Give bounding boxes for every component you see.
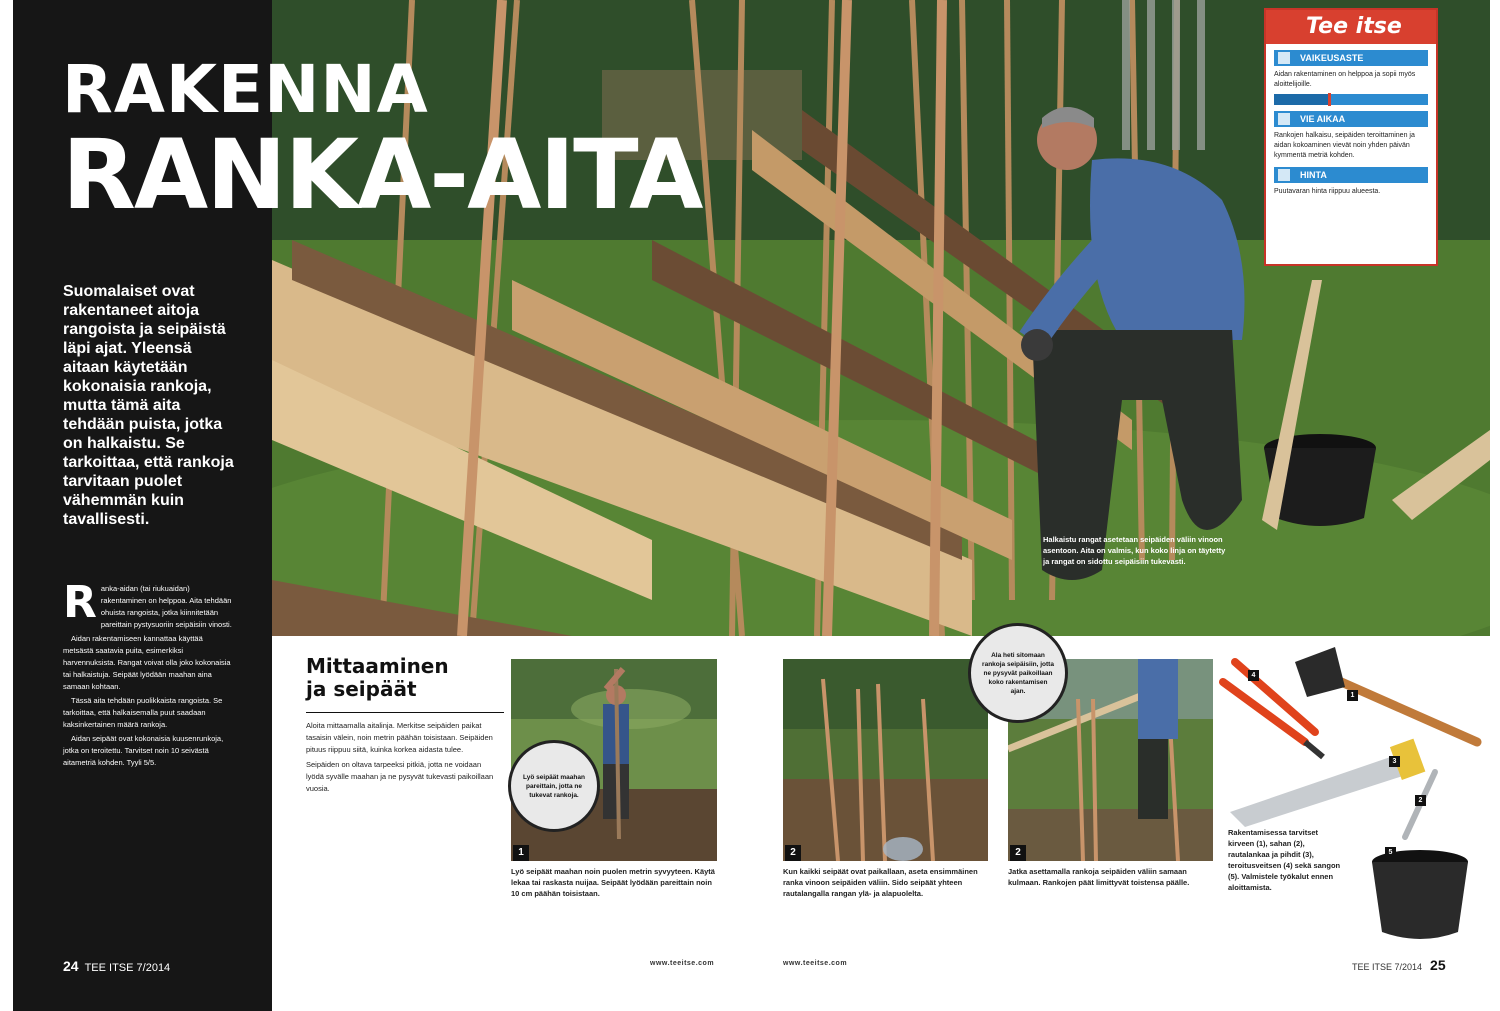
- price-text: Puutavaran hinta riippuu alueesta.: [1274, 188, 1381, 195]
- headline: [62, 51, 762, 231]
- time-text: Rankojen halkaisu, seipäiden teroittaminen ja aidan kokoaminen vievät noin yhden päivän kymmentä metriä kohden.: [1274, 132, 1415, 159]
- intro-highlight: tämä aita tehdään puista, jotka on halkaistu.: [63, 397, 223, 452]
- intro-part-1: Suomalaiset ovat rakentaneet aitoja rangoista ja seipäistä läpi ajat. Yleensä aitaan käytetään kokonaisia rankoja, mutta: [63, 283, 226, 414]
- price-section: [1274, 167, 1428, 197]
- tool-number-3: 3: [1389, 756, 1400, 767]
- step-1-caption: Lyö seipäät maahan noin puolen metrin syvyyteen. Käytä lekaa tai raskasta nuijaa. Seipäät lyödään pareittain noin 10 cm päähän toisistaan.: [511, 867, 715, 898]
- tools-caption: Rakentamisessa tarvitset kirveen (1), sahan (2), rautalankaa ja pihdit (3), teroitusveitsen (4) sekä sangon (5). Valmistele työkalut ennen aloittamista.: [1228, 828, 1341, 892]
- photo-caption: Halkaistu rangat asetetaan seipäiden väliin vinoon asentoon. Aita on valmis, kun koko linja on täytetty ja rangat on sidottu seipäisiin tukevasti.: [1043, 535, 1226, 566]
- step-2-caption: Kun kaikki seipäät ovat paikallaan, aseta ensimmäinen ranka vinoon seipäiden väliin. Sido seipäät yhteen rautalangalla rangan ylä- ja alapuolelta.: [783, 867, 978, 898]
- folio-left: [63, 958, 170, 974]
- body-left-paragraph-1: [63, 577, 233, 631]
- folio-right: [1352, 957, 1446, 973]
- difficulty-text: Aidan rakentaminen on helppoa ja sopii myös aloittelijoille.: [1274, 71, 1416, 88]
- step-1-number: 1: [513, 845, 529, 861]
- tool-number-5: 5: [1385, 847, 1396, 858]
- step-3-caption: Jatka asettamalla rankoja seipäiden väliin samaan kulmaan. Rankojen päät limittyvät toistensa päälle.: [1008, 867, 1190, 887]
- tip-bubble-1: Lyö seipäät maahan pareittain, jotta ne tukevat rankoja.: [508, 740, 600, 832]
- tool-number-1: 4: [1248, 670, 1259, 681]
- dropcap: R: [63, 577, 97, 628]
- subheading-line-1: Mittaaminen: [306, 654, 449, 678]
- body-mid-paragraph-2: Seipäiden on oltava tarpeeksi pitkiä, jotta ne voidaan lyödä syvälle maahan ja ne pysyvät tukevasti paikoillaan vuosia.: [306, 760, 494, 793]
- headline-line-2: RANKA-AITA: [62, 119, 702, 231]
- intro-part-2: Se tarkoittaa, että rankoja tarvitaan puolet vähemmän kuin tavallisesti.: [63, 435, 234, 528]
- bucket-icon: [1372, 850, 1468, 939]
- difficulty-section: [1274, 50, 1428, 90]
- tee-itse-info-box: [1264, 8, 1438, 266]
- price-label: HINTA: [1274, 167, 1428, 183]
- body-left-p1-text: anka-aidan (tai riukuaidan) rakentaminen on helppoa. Aita tehdään ohuista rangoista, jotka kiinnitetään pareittain pystysuoriin seipäisiin vinosti.: [100, 584, 232, 629]
- step-3-number: 2: [1010, 845, 1026, 861]
- page-number-left: 24: [63, 958, 79, 974]
- page-number-right: 25: [1430, 957, 1446, 973]
- body-left-paragraph-4: Aidan seipäät ovat kokonaisia kuusenrunkoja, jotka on teroitettu. Tarvitset noin 10 seivästä aitametriä kohden. Tyyli 5/5.: [63, 734, 224, 767]
- body-text-left: [63, 577, 233, 771]
- time-label: VIE AIKAA: [1274, 111, 1428, 127]
- difficulty-meter-marker: [1328, 93, 1331, 106]
- headline-line-1: RAKENNA: [62, 51, 429, 128]
- body-left-paragraph-2: Aidan rakentamiseen kannattaa käyttää metsästä saatavia puita, esimerkiksi harvennuksista. Rangat voivat olla joko kokonaisia tai halkaistuja. Seipäät lyödään maahan aina samaan kohtaan.: [63, 634, 231, 691]
- difficulty-meter: [1274, 94, 1428, 105]
- tool-number-4: 2: [1415, 795, 1426, 806]
- axe-icon: [1295, 647, 1477, 742]
- magazine-name-left: TEE ITSE 7/2014: [84, 962, 171, 974]
- tool-number-2: 1: [1347, 690, 1358, 701]
- step-2-number: 2: [785, 845, 801, 861]
- time-section: [1274, 111, 1428, 161]
- section-subheading: [306, 655, 449, 701]
- body-left-paragraph-3: Tässä aita tehdään puolikkaista rangoista. Se tarkoittaa, että halkaisemalla puut saadaan kaksinkertainen määrä rankoja.: [63, 696, 223, 729]
- difficulty-label: VAIKEUSASTE: [1274, 50, 1428, 66]
- step-2-photo-a: [783, 659, 988, 861]
- body-text-middle: [306, 720, 496, 798]
- url-left: www.teeitse.com: [650, 960, 715, 967]
- subheading-rule: [306, 712, 504, 713]
- tip-bubble-2: Ala heti sitomaan rankoja seipäisiin, jotta ne pysyvät paikoillaan koko rakentamisen ajan.: [968, 623, 1068, 723]
- body-mid-paragraph-1: Aloita mittaamalla aitalinja. Merkitse seipäiden paikat tasaisin välein, noin metrin päähän toisistaan. Seipäiden pituus riippuu siitä, kuinka korkea aidasta tulee.: [306, 721, 493, 754]
- intro-text: [63, 282, 239, 529]
- tee-itse-title: Tee itse: [1266, 10, 1436, 44]
- magazine-name-right: TEE ITSE 7/2014: [1352, 962, 1423, 972]
- url-right: www.teeitse.com: [783, 960, 848, 967]
- saw-icon: [1230, 739, 1425, 827]
- subheading-line-2: ja seipäät: [306, 677, 417, 701]
- difficulty-meter-fill: [1274, 94, 1328, 105]
